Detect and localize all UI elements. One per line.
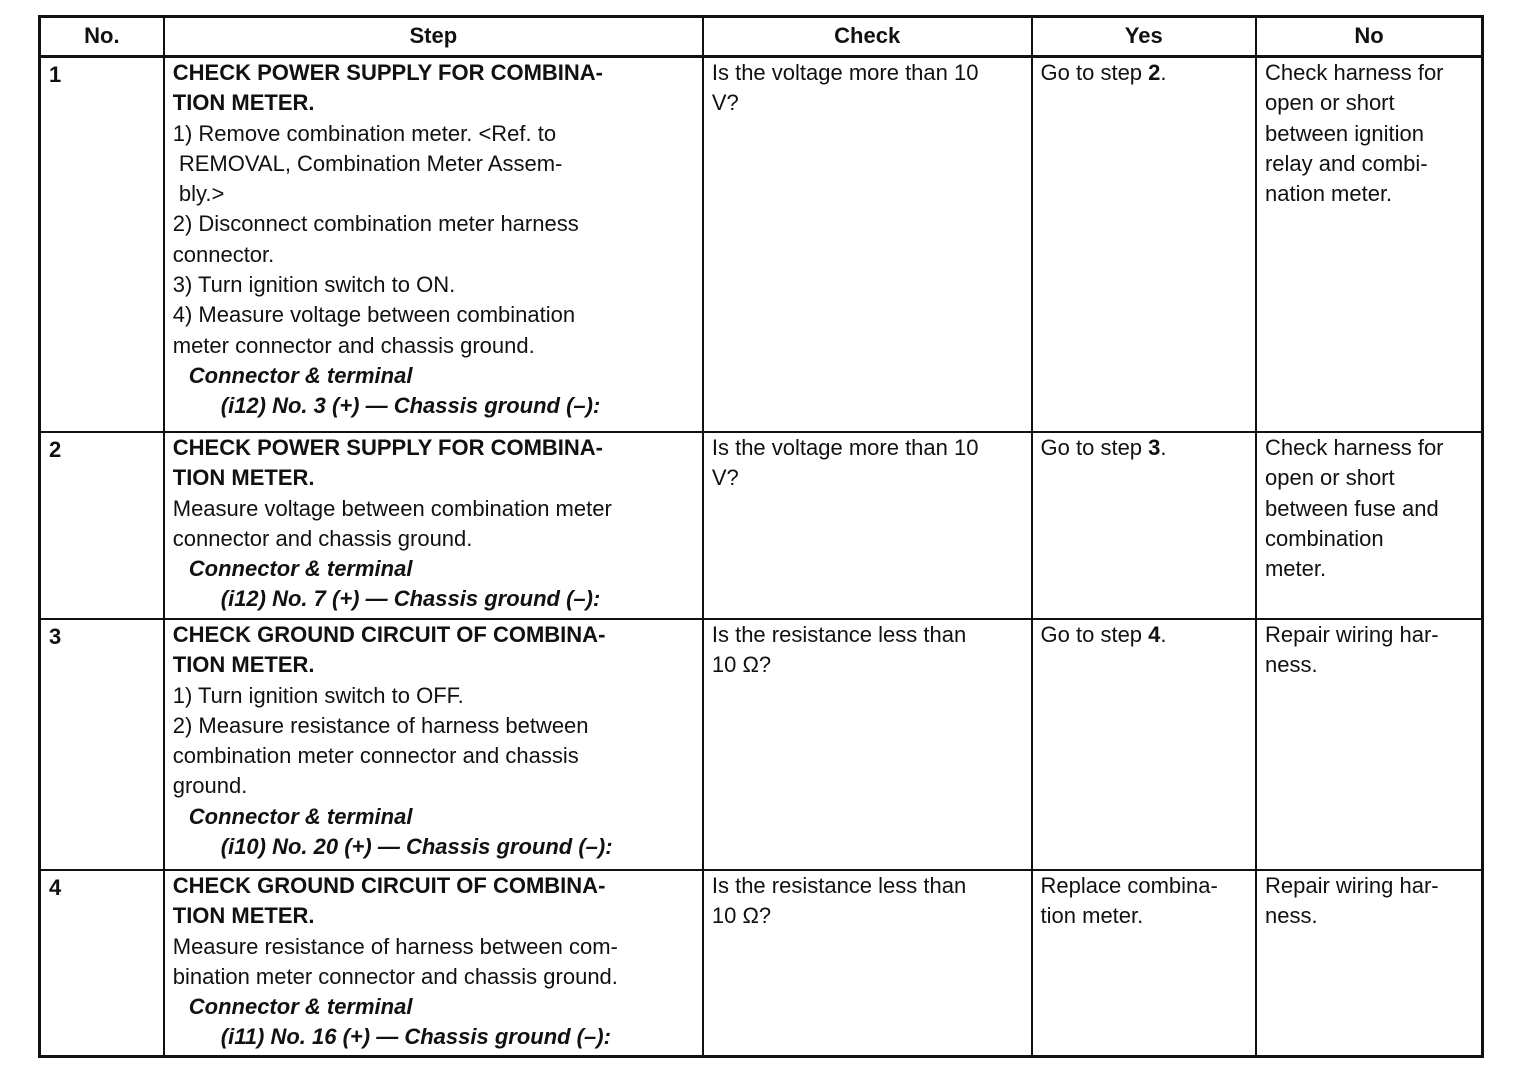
no-line: between fuse and bbox=[1264, 495, 1439, 521]
yes-cell bbox=[1032, 870, 1256, 1057]
step-body-line: bination meter connector and chassis ground. bbox=[172, 963, 618, 989]
terminal-value: (i11) No. 16 (+) — Chassis ground (–): bbox=[220, 1024, 611, 1050]
step-body-line: 3) Turn ignition switch to ON. bbox=[172, 272, 456, 298]
check-cell bbox=[703, 619, 1032, 870]
step-body-line: bly.> bbox=[172, 181, 225, 207]
yes-suffix: . bbox=[1160, 60, 1167, 85]
no-line: Repair wiring har- bbox=[1264, 622, 1439, 647]
no-line: nation meter. bbox=[1264, 181, 1393, 207]
no-line: Repair wiring har- bbox=[1264, 873, 1439, 898]
no-cell bbox=[1256, 619, 1483, 870]
check-line: Is the voltage more than 10 bbox=[711, 60, 979, 85]
no-cell bbox=[1256, 57, 1483, 433]
header-no-column: No bbox=[1256, 17, 1483, 57]
no-line: Check harness for bbox=[1264, 60, 1444, 85]
step-number: 4 bbox=[49, 875, 62, 900]
check-line: V? bbox=[711, 465, 739, 491]
step-number-cell bbox=[40, 870, 164, 1057]
step-body-line: connector. bbox=[172, 241, 275, 267]
check-cell bbox=[703, 870, 1032, 1057]
step-body-line: meter connector and chassis ground. bbox=[172, 332, 535, 358]
yes-cell bbox=[1032, 57, 1256, 433]
step-number-cell bbox=[40, 619, 164, 870]
header-yes: Yes bbox=[1032, 17, 1256, 57]
check-line: 10 Ω? bbox=[711, 652, 772, 678]
step-number-cell bbox=[40, 57, 164, 433]
step-cell bbox=[164, 619, 703, 870]
step-body-line: 2) Measure resistance of harness between bbox=[172, 712, 589, 738]
yes-suffix: . bbox=[1160, 435, 1167, 460]
step-body-line: ground. bbox=[172, 773, 248, 799]
check-line: Is the voltage more than 10 bbox=[711, 435, 979, 460]
check-line: V? bbox=[711, 90, 739, 116]
check-line: Is the resistance less than bbox=[711, 873, 967, 898]
terminal-value: (i12) No. 7 (+) — Chassis ground (–): bbox=[220, 586, 601, 612]
step-cell bbox=[164, 870, 703, 1057]
yes-prefix: Go to step bbox=[1040, 60, 1149, 85]
check-line: Is the resistance less than bbox=[711, 622, 967, 647]
step-number: 2 bbox=[49, 437, 62, 462]
yes-prefix: Replace combina- bbox=[1040, 873, 1218, 898]
step-body-line: 1) Remove combination meter. <Ref. to bbox=[172, 120, 557, 146]
step-body-line: connector and chassis ground. bbox=[172, 525, 473, 551]
header-check: Check bbox=[703, 17, 1032, 57]
step-number: 1 bbox=[49, 62, 62, 87]
header-no: No. bbox=[40, 17, 164, 57]
table-row bbox=[40, 619, 1483, 870]
check-line: 10 Ω? bbox=[711, 903, 772, 929]
table-row bbox=[40, 870, 1483, 1057]
step-body-line: 1) Turn ignition switch to OFF. bbox=[172, 682, 464, 708]
step-title-line: TION METER. bbox=[172, 652, 315, 678]
header-step: Step bbox=[164, 17, 703, 57]
no-cell bbox=[1256, 870, 1483, 1057]
step-title-line: TION METER. bbox=[172, 90, 315, 116]
no-line: between ignition bbox=[1264, 120, 1424, 146]
step-body-line: Measure voltage between combination meter bbox=[172, 495, 612, 521]
no-line: Check harness for bbox=[1264, 435, 1444, 460]
step-body-line: Measure resistance of harness between com- bbox=[172, 933, 618, 959]
yes-suffix: tion meter. bbox=[1040, 903, 1144, 929]
header-row bbox=[40, 17, 1483, 57]
no-line: combination bbox=[1264, 525, 1384, 551]
terminal-label: Connector & terminal bbox=[188, 994, 413, 1020]
step-title-line: CHECK POWER SUPPLY FOR COMBINA- bbox=[172, 435, 604, 460]
no-line: relay and combi- bbox=[1264, 150, 1428, 176]
no-line: open or short bbox=[1264, 465, 1395, 491]
step-body-line: 2) Disconnect combination meter harness bbox=[172, 211, 579, 237]
yes-suffix: . bbox=[1160, 622, 1167, 647]
yes-cell bbox=[1032, 432, 1256, 619]
step-cell bbox=[164, 57, 703, 433]
step-title-line: CHECK GROUND CIRCUIT OF COMBINA- bbox=[172, 873, 606, 898]
step-body-line: REMOVAL, Combination Meter Assem- bbox=[172, 150, 563, 176]
step-body-line: 4) Measure voltage between combination bbox=[172, 302, 576, 328]
no-line: open or short bbox=[1264, 90, 1395, 116]
no-line: meter. bbox=[1264, 556, 1327, 582]
no-cell bbox=[1256, 432, 1483, 619]
step-title-line: TION METER. bbox=[172, 465, 315, 491]
yes-step-target: 2 bbox=[1148, 60, 1161, 85]
step-cell bbox=[164, 432, 703, 619]
terminal-label: Connector & terminal bbox=[188, 556, 413, 582]
step-title-line: TION METER. bbox=[172, 903, 315, 929]
yes-prefix: Go to step bbox=[1040, 622, 1149, 647]
check-cell bbox=[703, 432, 1032, 619]
step-number: 3 bbox=[49, 624, 62, 649]
yes-cell bbox=[1032, 619, 1256, 870]
step-number-cell bbox=[40, 432, 164, 619]
terminal-label: Connector & terminal bbox=[188, 803, 413, 829]
terminal-value: (i10) No. 20 (+) — Chassis ground (–): bbox=[220, 834, 613, 860]
table-row bbox=[40, 432, 1483, 619]
yes-prefix: Go to step bbox=[1040, 435, 1149, 460]
step-title-line: CHECK GROUND CIRCUIT OF COMBINA- bbox=[172, 622, 606, 647]
no-line: ness. bbox=[1264, 903, 1318, 929]
check-cell bbox=[703, 57, 1032, 433]
step-body-line: combination meter connector and chassis bbox=[172, 743, 579, 769]
terminal-value: (i12) No. 3 (+) — Chassis ground (–): bbox=[220, 393, 601, 419]
yes-step-target: 3 bbox=[1148, 435, 1161, 460]
yes-step-target: 4 bbox=[1148, 622, 1161, 647]
diagnostic-table bbox=[38, 15, 1484, 1058]
no-line: ness. bbox=[1264, 652, 1318, 678]
step-title-line: CHECK POWER SUPPLY FOR COMBINA- bbox=[172, 60, 604, 85]
terminal-label: Connector & terminal bbox=[188, 362, 413, 388]
table-row bbox=[40, 57, 1483, 433]
